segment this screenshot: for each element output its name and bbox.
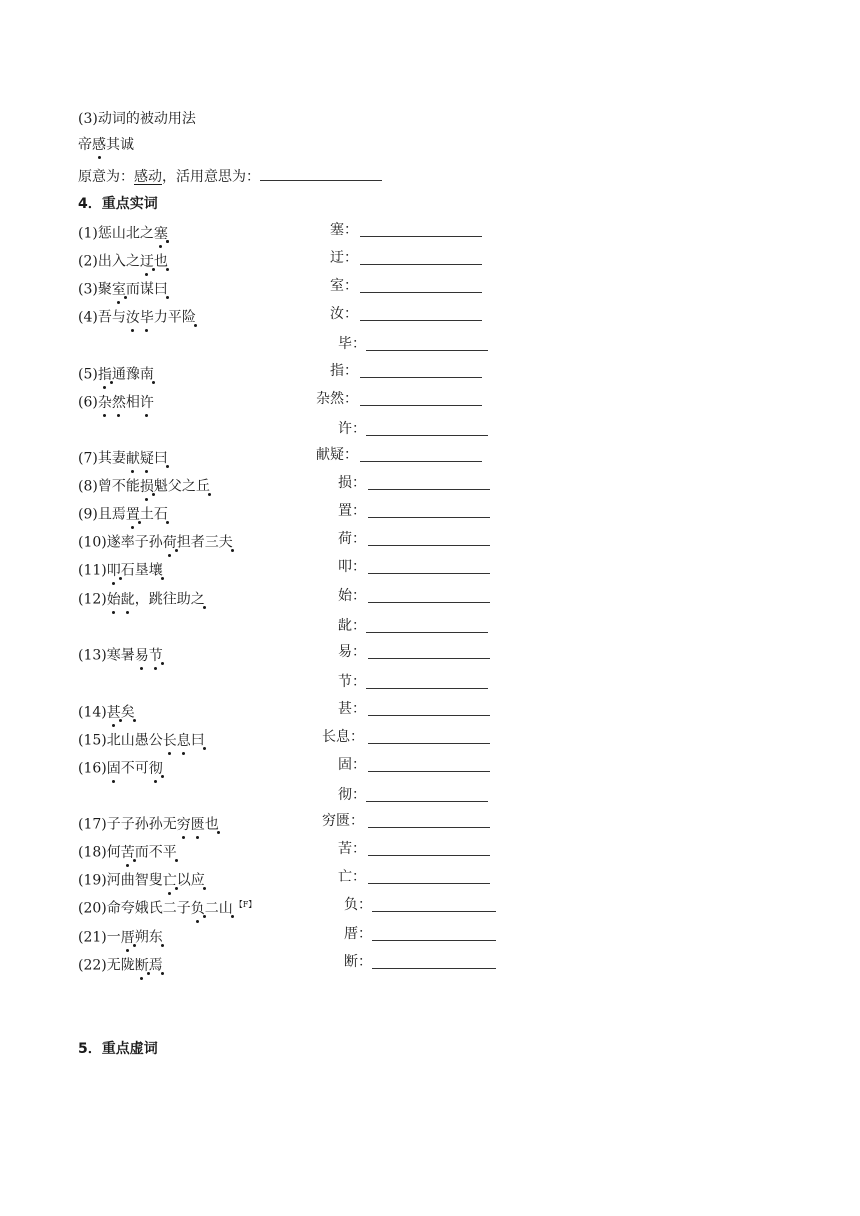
example-suffix: 其诚 (106, 137, 134, 153)
answer-blank[interactable] (368, 476, 490, 490)
sentence-text: 其妻 (97, 450, 126, 467)
answer-blank[interactable] (368, 504, 490, 518)
dotted-word: 厝 (120, 929, 135, 946)
vocab-item-sentence (78, 868, 207, 890)
answer-blank[interactable] (368, 814, 490, 828)
sentence-text: 土石 (139, 506, 168, 523)
sentence-text: 也 (153, 253, 168, 270)
item-number: (15) (78, 732, 107, 749)
sentence-text: 曰 (190, 732, 205, 749)
answer-label: 荷： (338, 531, 366, 547)
item-number: (8) (78, 478, 98, 495)
vocab-item-sentence (78, 587, 207, 609)
vocab-item-sentence (78, 558, 165, 580)
item-number: (22) (78, 957, 107, 974)
dotted-word: 始 (106, 591, 121, 608)
answer-blank[interactable] (366, 788, 488, 802)
item-number: (2) (78, 253, 98, 270)
dotted-word: 置 (125, 506, 140, 523)
answer-label: 甚： (338, 701, 366, 717)
item-number: (17) (78, 816, 107, 833)
sentence-text: 一 (106, 929, 121, 946)
item-number: (19) (78, 872, 107, 889)
dotted-word: 室 (111, 281, 126, 298)
answer-label: 亡： (338, 869, 366, 885)
answer-blank[interactable] (372, 955, 496, 969)
sentence-text: 聚 (97, 281, 112, 298)
sentence-text: 出入之 (97, 253, 140, 270)
item-number: (6) (78, 394, 98, 411)
sentence-text: 曾不能 (97, 478, 140, 495)
answer-label: 易： (338, 644, 366, 660)
sentence-text: 吾与 (97, 309, 126, 326)
dotted-word: 疑 (139, 450, 154, 467)
sentence-text: 而不平 (134, 844, 177, 861)
dotted-word: 彻 (148, 760, 163, 777)
sentence-text: 也 (204, 816, 219, 833)
answer-label: 负： (344, 897, 372, 913)
sentence-text: 命夸娥氏二子 (106, 900, 191, 917)
vocab-item-sentence (78, 221, 170, 243)
dotted-word: 然 (111, 394, 126, 411)
item-number: (18) (78, 844, 107, 861)
vocab-item-sentence (78, 756, 165, 778)
dotted-word: 指 (97, 366, 112, 383)
vocab-item-sentence (78, 700, 137, 722)
sentence-text: 矣 (120, 704, 135, 721)
vocab-item-sentence (78, 840, 179, 862)
answer-blank[interactable] (366, 675, 488, 689)
answer-blank[interactable] (368, 532, 490, 546)
vocab-item-sentence (78, 925, 165, 947)
dotted-word: 塞 (153, 225, 168, 242)
section3-heading: (3)动词的被动用法 (78, 111, 196, 127)
section5-heading: 5．重点虚词 (78, 1041, 158, 1057)
item-number: (4) (78, 309, 98, 326)
answer-label: 固： (338, 757, 366, 773)
answer-label: 彻： (338, 787, 366, 803)
answer-label: 许： (338, 421, 366, 437)
sentence-text: 且焉 (97, 506, 126, 523)
dotted-word: 息 (176, 732, 191, 749)
item-number: (10) (78, 534, 107, 551)
answer-label: 始： (338, 588, 366, 604)
meaning-line (78, 167, 382, 186)
answer-blank[interactable] (360, 279, 482, 293)
vocab-item-sentence (78, 362, 156, 384)
answer-blank[interactable] (366, 422, 488, 436)
dotted-word: 杂 (97, 394, 112, 411)
vocab-item-sentence (78, 277, 170, 299)
item-number: (21) (78, 929, 107, 946)
dotted-word: 许 (139, 394, 154, 411)
vocab-item-sentence (78, 530, 235, 552)
answer-blank[interactable] (366, 337, 488, 351)
item-number: (5) (78, 366, 98, 383)
sentence-text: 子子孙孙无 (106, 816, 177, 833)
vocab-item-sentence (78, 249, 170, 271)
meaning-word: 感动 (134, 169, 162, 185)
vocab-item-sentence (78, 953, 165, 975)
sentence-text: 朔东 (134, 929, 163, 946)
vocab-item-sentence (78, 502, 170, 524)
answer-blank[interactable] (360, 251, 482, 265)
answer-label: 厝： (344, 926, 372, 942)
answer-blank[interactable] (360, 448, 482, 462)
item-number: (14) (78, 704, 107, 721)
dotted-word: 负 (190, 900, 205, 917)
item-number: (3) (78, 281, 98, 298)
answer-label: 节： (338, 674, 366, 690)
dotted-word: 甚 (106, 704, 121, 721)
sentence-text: 二山 (204, 900, 233, 917)
dotted-word: 龀 (120, 591, 135, 608)
dotted-word: 汝 (125, 309, 140, 326)
answer-label: 损： (338, 475, 366, 491)
sentence-text: ，跳往助之 (134, 591, 205, 608)
sentence-text: 寒暑 (106, 647, 135, 664)
meaning-answer-blank[interactable] (260, 167, 382, 181)
item-number: (11) (78, 562, 107, 579)
item-number: (12) (78, 591, 107, 608)
answer-label: 迂： (330, 250, 358, 266)
example-sentence (78, 136, 134, 154)
answer-blank[interactable] (368, 758, 490, 772)
meaning-suffix: ，活用意思为： (162, 169, 260, 185)
answer-blank[interactable] (360, 364, 482, 378)
answer-label: 苦： (338, 841, 366, 857)
item-number: (1) (78, 225, 98, 242)
answer-blank[interactable] (366, 619, 488, 633)
dotted-word: 长 (162, 732, 177, 749)
answer-label: 断： (344, 954, 372, 970)
answer-label: 塞： (330, 222, 358, 238)
sentence-text: 相 (125, 394, 140, 411)
vocab-item-sentence (78, 896, 256, 918)
sentence-text: 石垦壤 (120, 562, 163, 579)
dotted-word: 苦 (120, 844, 135, 861)
dotted-word: 迂 (139, 253, 154, 270)
answer-blank[interactable] (360, 223, 482, 237)
answer-label: 献疑： (316, 447, 358, 463)
sentence-text: 北山愚公 (106, 732, 163, 749)
answer-label: 室： (330, 278, 358, 294)
answer-label: 叩： (338, 559, 366, 575)
vocab-item-sentence (78, 474, 212, 496)
item-number: (13) (78, 647, 107, 664)
sentence-text: 无陇 (106, 957, 135, 974)
sentence-text: 担者三夫 (176, 534, 233, 551)
example-dotted-word: 感 (92, 137, 106, 153)
section4-heading: 4．重点实词 (78, 196, 158, 212)
sentence-text: 曰 (153, 450, 168, 467)
vocab-item-sentence (78, 446, 170, 468)
answer-label: 指： (330, 363, 358, 379)
sentence-text: 河曲智叟 (106, 872, 163, 889)
item-number: (20) (78, 900, 107, 917)
sentence-text: 惩山北之 (97, 225, 154, 242)
sentence-text: 遂率子孙 (106, 534, 163, 551)
example-prefix: 帝 (78, 137, 92, 153)
dotted-word: 固 (106, 760, 121, 777)
dotted-word: 穷 (176, 816, 191, 833)
dotted-word: 毕 (139, 309, 154, 326)
answer-label: 汝： (330, 306, 358, 322)
vocab-item-sentence (78, 643, 165, 665)
answer-label: 置： (338, 503, 366, 519)
sentence-text: 以应 (176, 872, 205, 889)
answer-label: 毕： (338, 336, 366, 352)
answer-label: 龀： (338, 618, 366, 634)
sentence-text: 通豫南 (111, 366, 154, 383)
dotted-word: 叩 (106, 562, 121, 579)
vocab-item-sentence (78, 390, 156, 412)
item-number: (9) (78, 506, 98, 523)
vocab-item-sentence (78, 305, 198, 327)
answer-blank[interactable] (368, 702, 490, 716)
answer-label: 穷匮： (322, 813, 364, 829)
dotted-word: 亡 (162, 872, 177, 889)
vocab-item-sentence (78, 812, 221, 834)
sentence-text: 焉 (148, 957, 163, 974)
dotted-word: 损 (139, 478, 154, 495)
answer-blank[interactable] (368, 870, 490, 884)
vocab-item-sentence (78, 728, 207, 750)
answer-blank[interactable] (372, 927, 496, 941)
sentence-text: 魁父之丘 (153, 478, 210, 495)
footnote-marker: 【F】 (234, 900, 257, 909)
dotted-word: 荷 (162, 534, 177, 551)
item-number: (16) (78, 760, 107, 777)
meaning-prefix: 原意为： (78, 169, 134, 185)
dotted-word: 节 (148, 647, 163, 664)
answer-label: 杂然： (316, 391, 358, 407)
item-number: (7) (78, 450, 98, 467)
dotted-word: 献 (125, 450, 140, 467)
sentence-text: 力平险 (153, 309, 196, 326)
answer-blank[interactable] (372, 898, 496, 912)
answer-label: 长息： (322, 729, 364, 745)
dotted-word: 匮 (190, 816, 205, 833)
answer-blank[interactable] (368, 589, 490, 603)
dotted-word: 易 (134, 647, 149, 664)
sentence-text: 何 (106, 844, 121, 861)
answer-blank[interactable] (368, 730, 490, 744)
answer-blank[interactable] (368, 842, 490, 856)
answer-blank[interactable] (368, 645, 490, 659)
answer-blank[interactable] (360, 392, 482, 406)
answer-blank[interactable] (360, 307, 482, 321)
dotted-word: 断 (134, 957, 149, 974)
sentence-text: 不可 (120, 760, 149, 777)
answer-blank[interactable] (368, 560, 490, 574)
sentence-text: 而谋曰 (125, 281, 168, 298)
